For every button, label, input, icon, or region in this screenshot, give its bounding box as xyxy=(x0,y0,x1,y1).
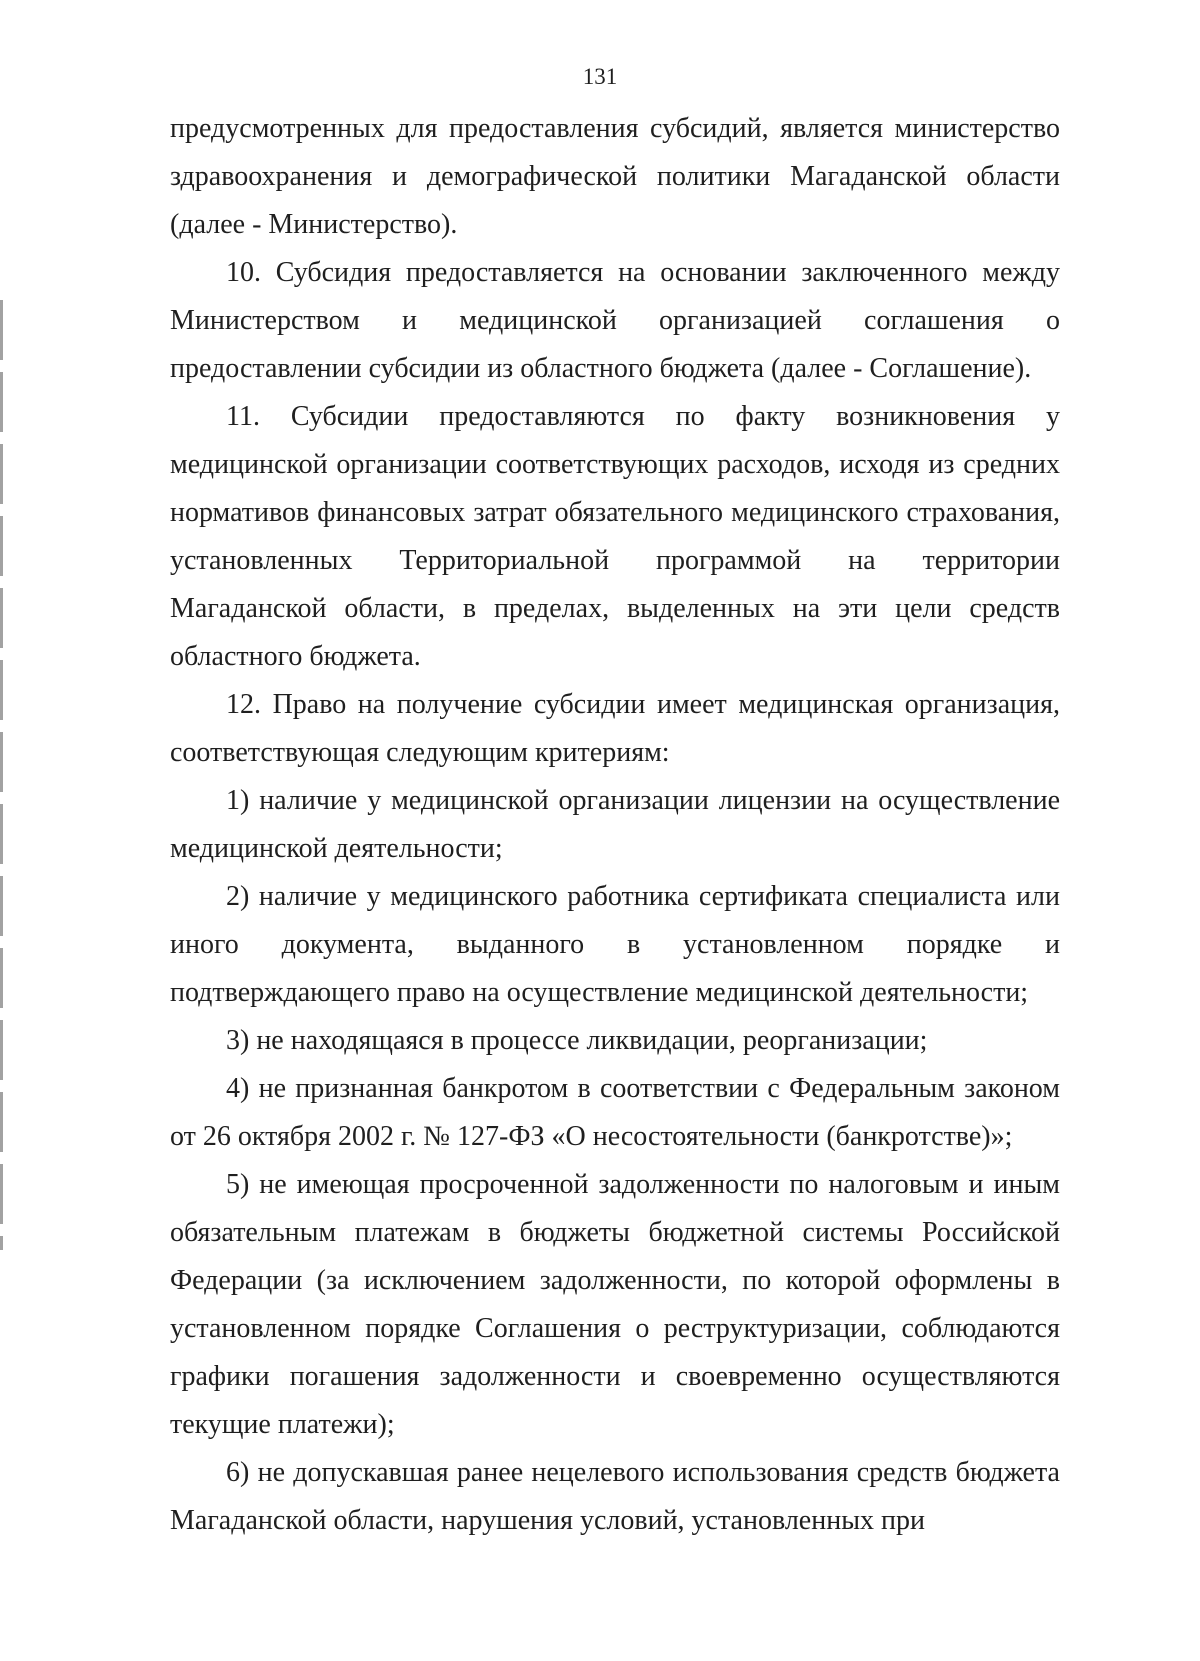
paragraph-item-12: 12. Право на получение субсидии имеет медицинская организация, соответствующая следующим критериям: xyxy=(170,689,1060,768)
document-body xyxy=(170,105,1060,1545)
criterion-4: 4) не признанная банкротом в соответствии с Федеральным законом от 26 октября 2002 г. № 127-ФЗ «О несостоятельности (банкротстве)»; xyxy=(170,1073,1060,1152)
criterion-6: 6) не допускавшая ранее нецелевого использования средств бюджета Магаданской области, нарушения условий, установленных при xyxy=(170,1457,1060,1536)
paragraph-item-11: 11. Субсидии предоставляются по факту возникновения у медицинской организации соответствующих расходов, исходя из средних нормативов финансовых затрат обязательного медицинского страхования, установленных Территориальной программой на территории Магаданской области, в пределах, выделенных на эти цели средств областного бюджета. xyxy=(170,401,1060,672)
paragraph-item-10: 10. Субсидия предоставляется на основании заключенного между Министерством и медицинской организацией соглашения о предоставлении субсидии из областного бюджета (далее - Соглашение). xyxy=(170,257,1060,384)
criterion-3: 3) не находящаяся в процессе ликвидации, реорганизации; xyxy=(226,1025,928,1056)
criterion-5: 5) не имеющая просроченной задолженности по налоговым и иным обязательным платежам в бюджеты бюджетной системы Российской Федерации (за исключением задолженности, по которой оформлены в установленном порядке Соглашения о реструктуризации, соблюдаются графики погашения задолженности и своевременно осуществляются текущие платежи); xyxy=(170,1169,1060,1440)
scan-edge-artifact xyxy=(0,300,3,1250)
criterion-1: 1) наличие у медицинской организации лицензии на осуществление медицинской деятельности; xyxy=(170,785,1060,864)
criterion-2: 2) наличие у медицинского работника сертификата специалиста или иного документа, выданного в установленном порядке и подтверждающего право на осуществление медицинской деятельности; xyxy=(170,881,1060,1008)
paragraph: предусмотренных для предоставления субсидий, является министерство здравоохранения и демографической политики Магаданской области (далее - Министерство). xyxy=(170,113,1060,240)
page-number: 131 xyxy=(582,64,618,89)
